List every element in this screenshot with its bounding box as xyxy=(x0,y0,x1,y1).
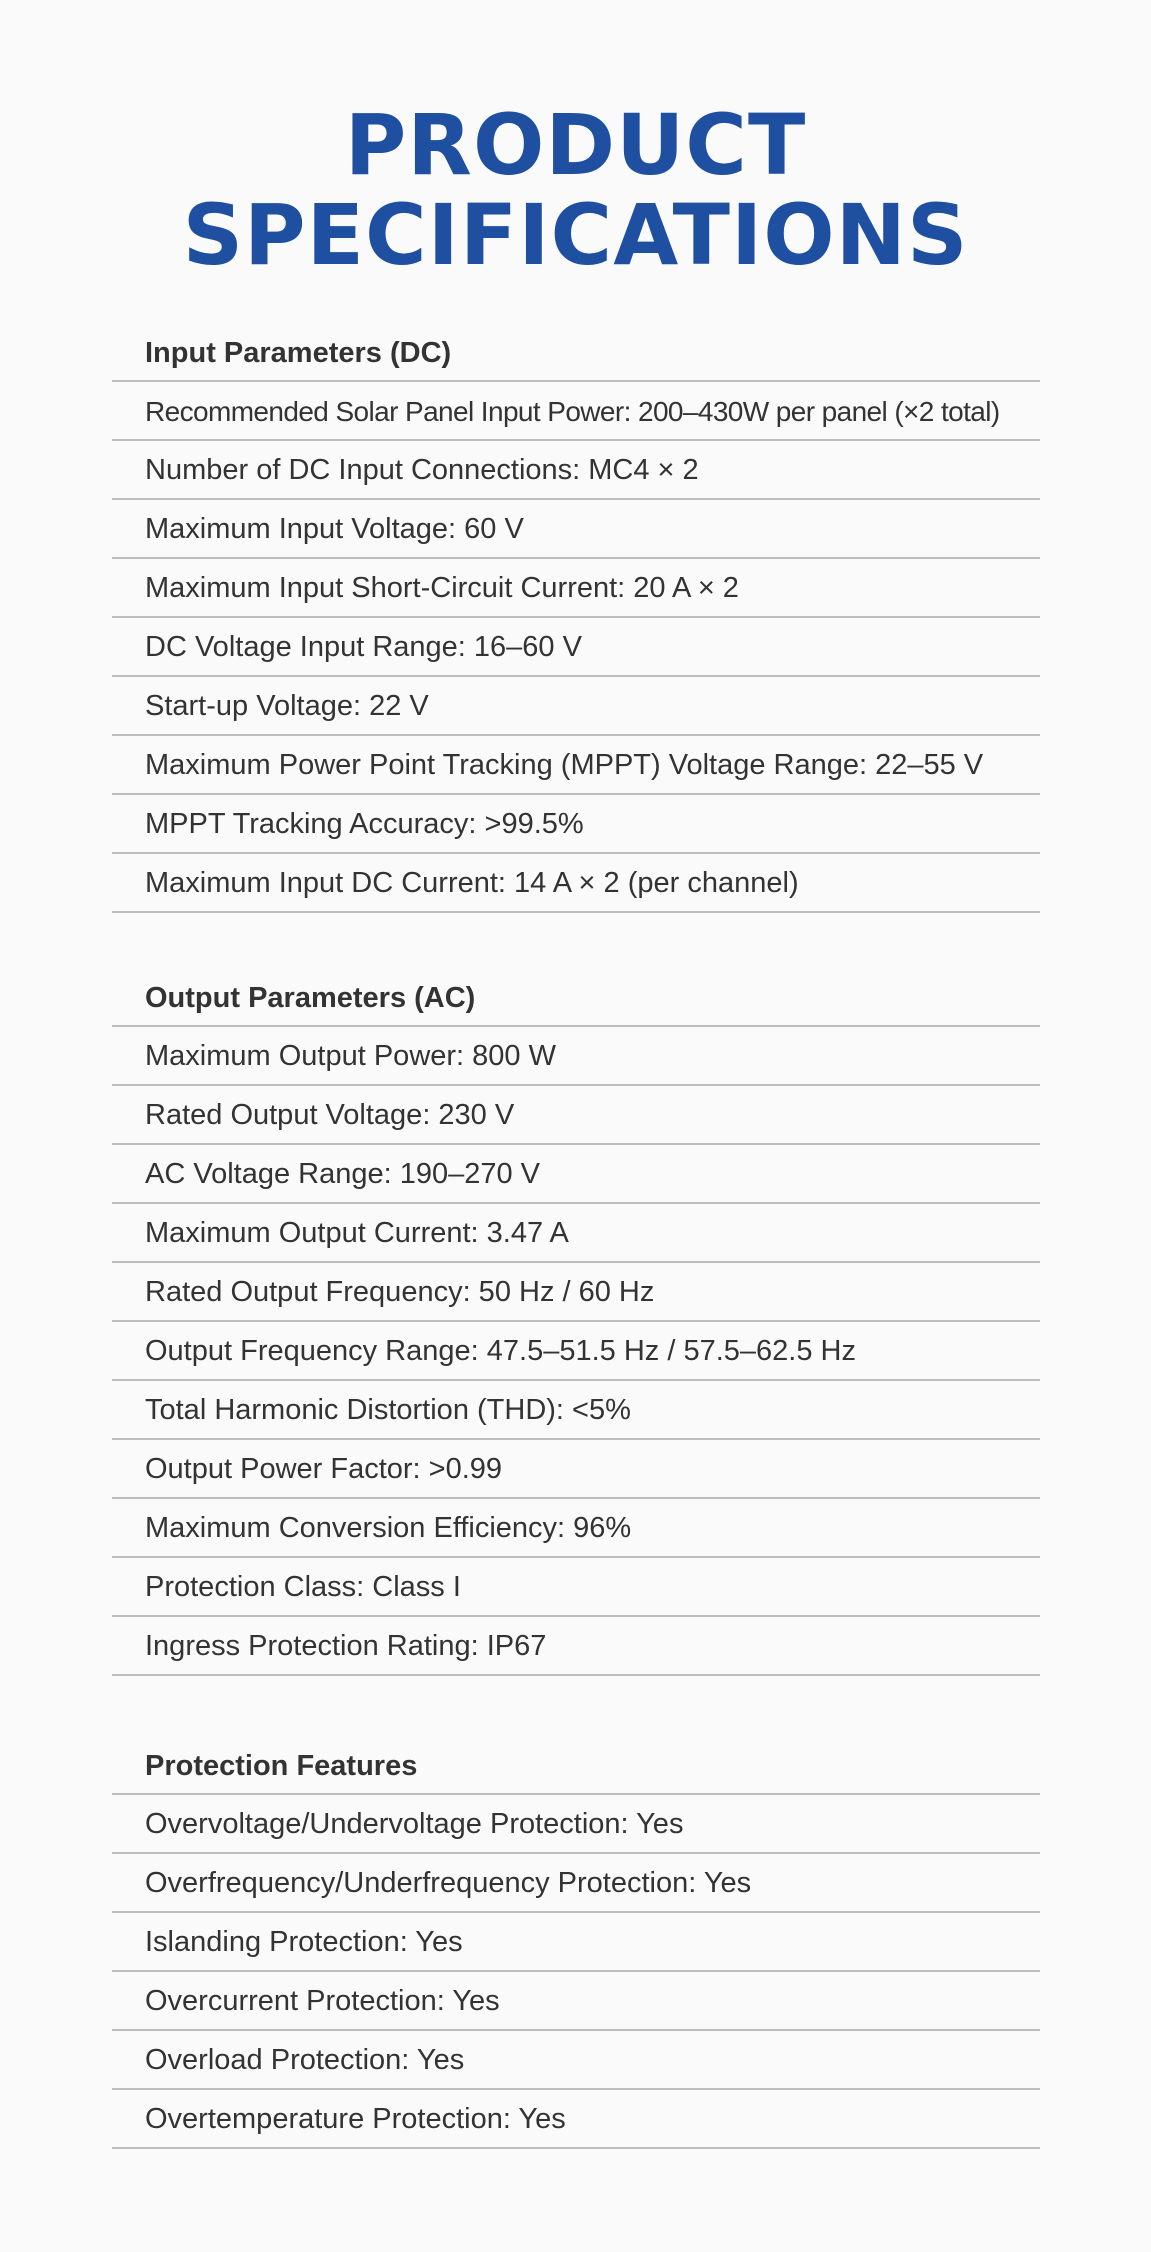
spec-row: Maximum Conversion Efficiency: 96% xyxy=(112,1499,1040,1558)
spec-row: Maximum Input DC Current: 14 A × 2 (per channel) xyxy=(112,854,1040,913)
spec-row: Islanding Protection: Yes xyxy=(112,1913,1040,1972)
spec-row: Protection Class: Class I xyxy=(112,1558,1040,1617)
spec-row: Start-up Voltage: 22 V xyxy=(112,677,1040,736)
protection-features-section xyxy=(112,1738,1040,2149)
spec-row: Maximum Output Power: 800 W xyxy=(112,1027,1040,1086)
section-heading-protection: Protection Features xyxy=(112,1738,1040,1795)
spec-row: Overload Protection: Yes xyxy=(112,2031,1040,2090)
spec-row: Maximum Output Current: 3.47 A xyxy=(112,1204,1040,1263)
page-title xyxy=(0,96,1151,284)
spec-row: Total Harmonic Distortion (THD): <5% xyxy=(112,1381,1040,1440)
spec-row: Overtemperature Protection: Yes xyxy=(112,2090,1040,2149)
spec-row: Maximum Input Short-Circuit Current: 20 A × 2 xyxy=(112,559,1040,618)
spec-row: Maximum Power Point Tracking (MPPT) Voltage Range: 22–55 V xyxy=(112,736,1040,795)
title-line-2: SPECIFICATIONS xyxy=(182,186,969,284)
spec-row: Number of DC Input Connections: MC4 × 2 xyxy=(112,441,1040,500)
spec-row: DC Voltage Input Range: 16–60 V xyxy=(112,618,1040,677)
output-parameters-section xyxy=(112,970,1040,1676)
spec-row: AC Voltage Range: 190–270 V xyxy=(112,1145,1040,1204)
spec-row: Rated Output Voltage: 230 V xyxy=(112,1086,1040,1145)
spec-row: Output Power Factor: >0.99 xyxy=(112,1440,1040,1499)
section-heading-output: Output Parameters (AC) xyxy=(112,970,1040,1027)
spec-row: Overvoltage/Undervoltage Protection: Yes xyxy=(112,1795,1040,1854)
spec-row: Overfrequency/Underfrequency Protection: Yes xyxy=(112,1854,1040,1913)
spec-row: Maximum Input Voltage: 60 V xyxy=(112,500,1040,559)
section-heading-input: Input Parameters (DC) xyxy=(112,325,1040,382)
spec-row: Overcurrent Protection: Yes xyxy=(112,1972,1040,2031)
title-line-1: PRODUCT xyxy=(344,96,807,194)
spec-row: Output Frequency Range: 47.5–51.5 Hz / 57.5–62.5 Hz xyxy=(112,1322,1040,1381)
spec-row: MPPT Tracking Accuracy: >99.5% xyxy=(112,795,1040,854)
input-parameters-section xyxy=(112,325,1040,913)
spec-row: Recommended Solar Panel Input Power: 200–430W per panel (×2 total) xyxy=(112,382,1040,441)
spec-row: Ingress Protection Rating: IP67 xyxy=(112,1617,1040,1676)
spec-row: Rated Output Frequency: 50 Hz / 60 Hz xyxy=(112,1263,1040,1322)
